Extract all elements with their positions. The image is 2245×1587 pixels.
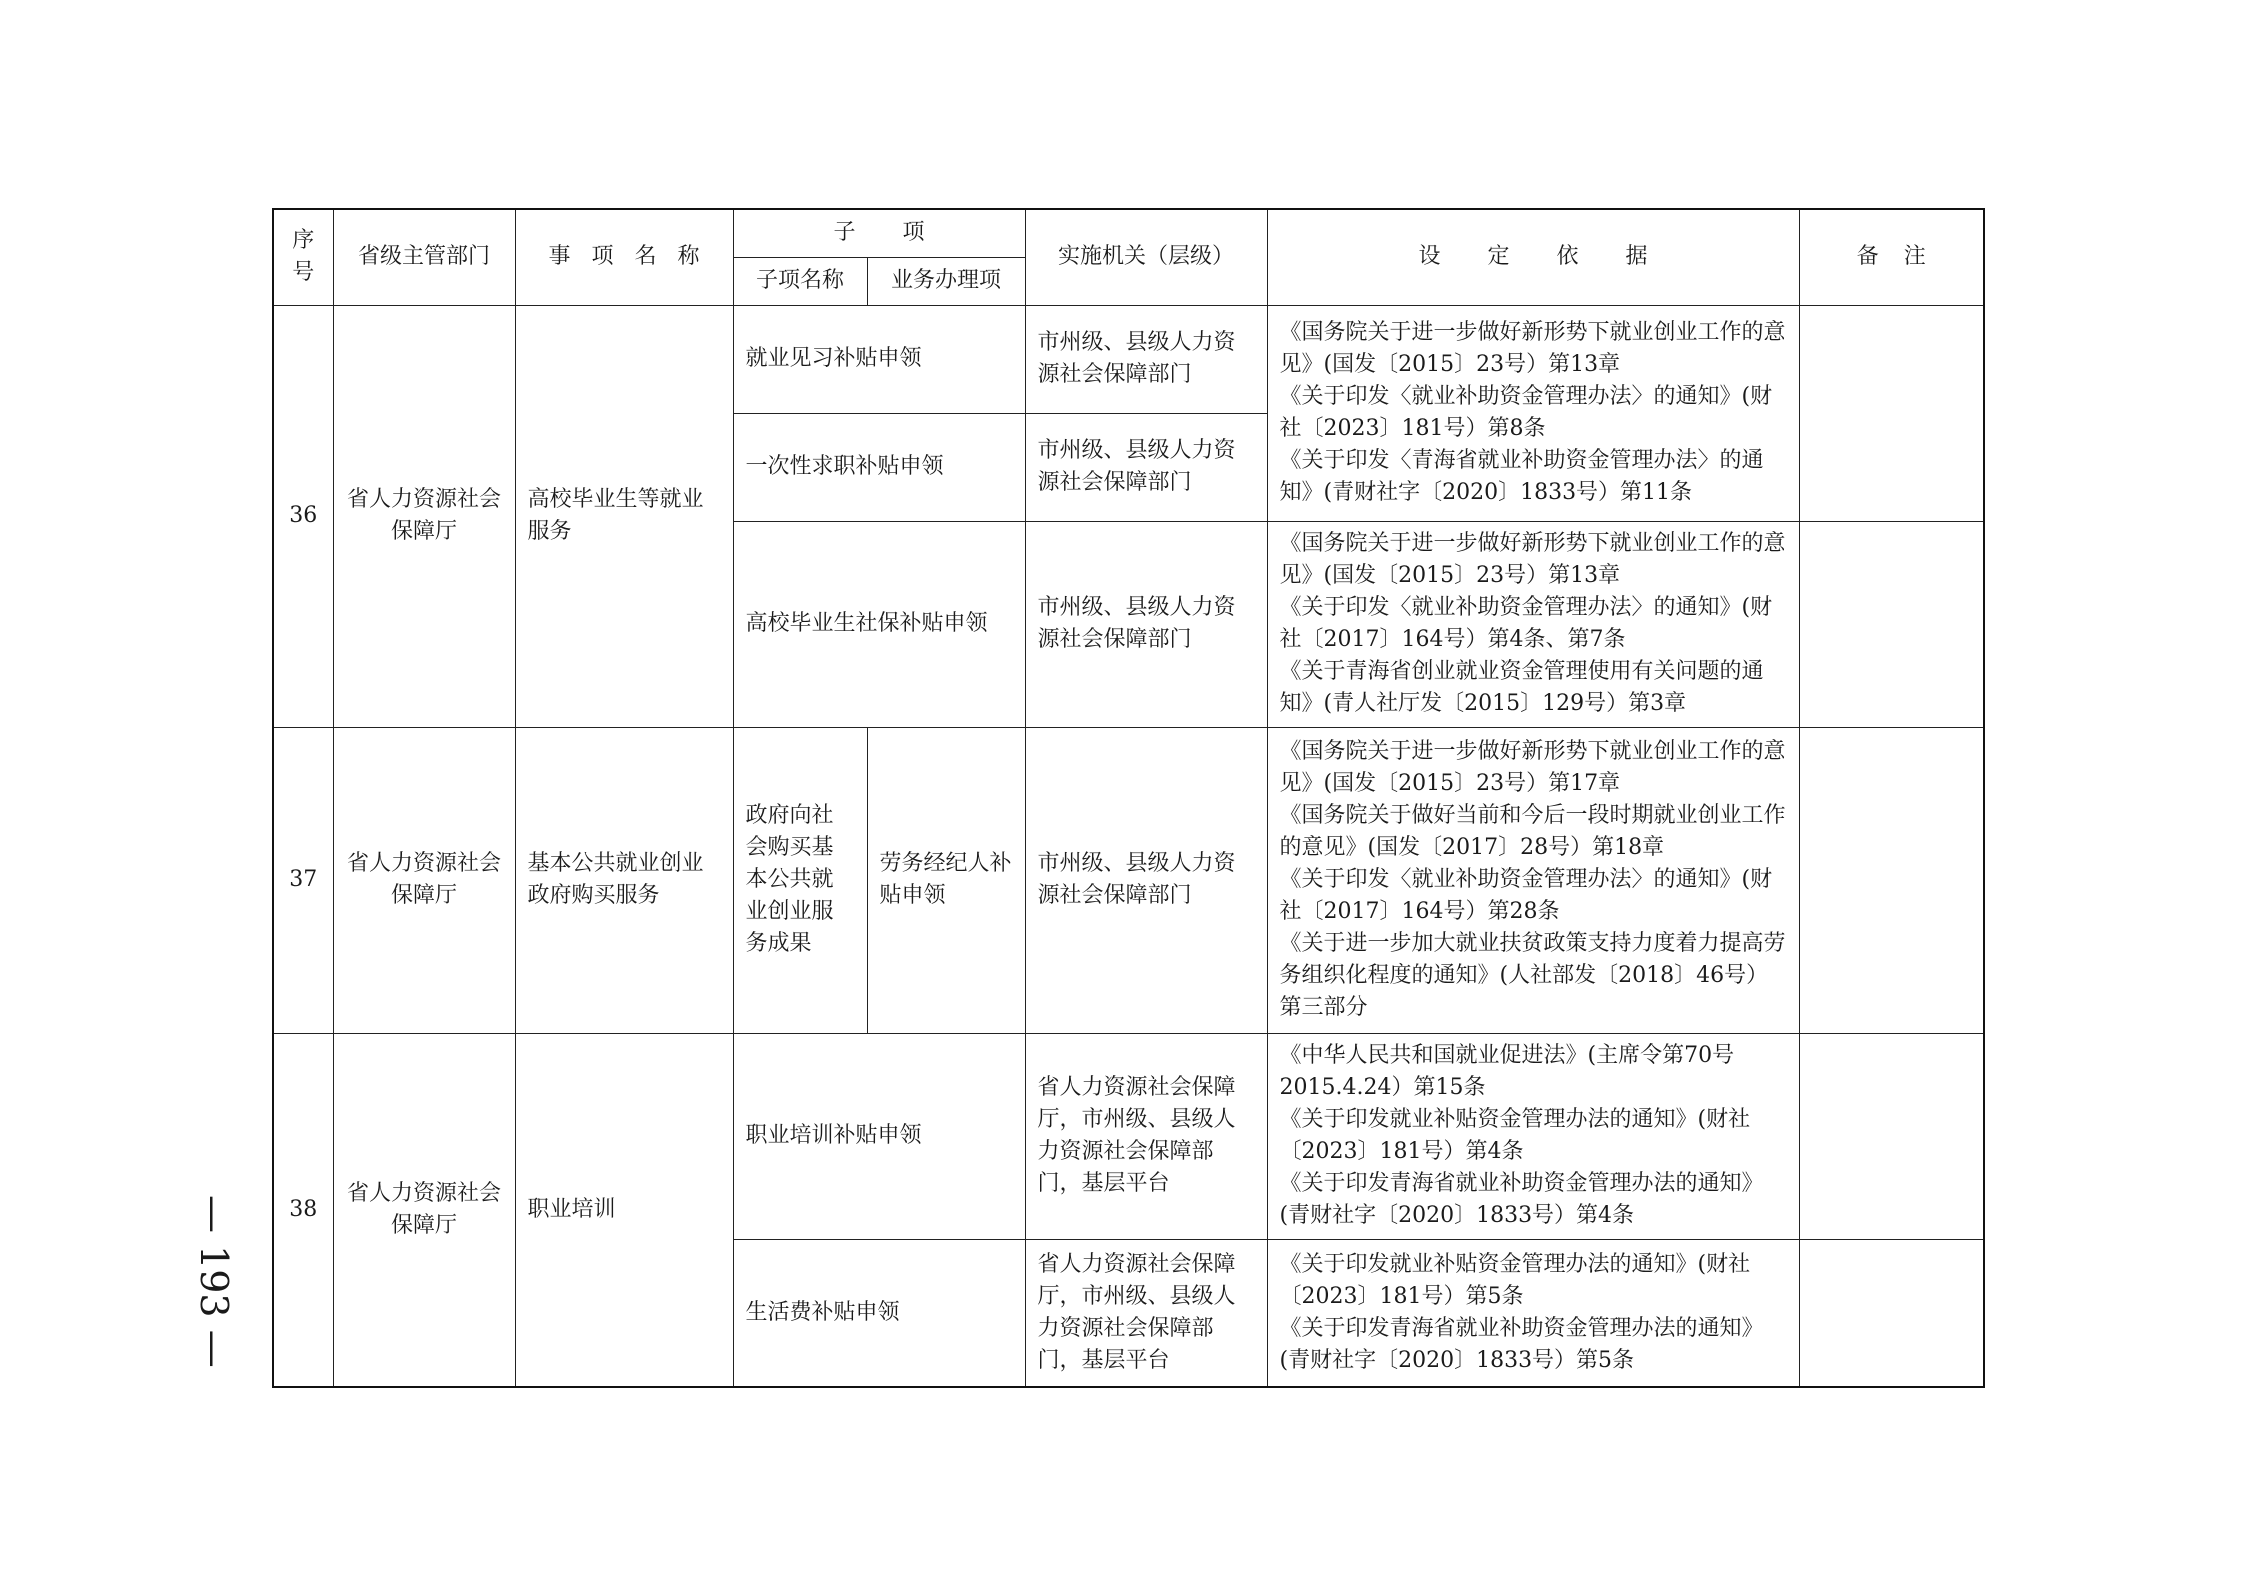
sub-name-cell: 生活费补贴申领	[733, 1239, 1025, 1387]
basis-line: 《关于印发〈青海省就业补助资金管理办法〉的通知》(青财社字〔2020〕1833号）第11条	[1279, 448, 1764, 505]
agency-cell: 省人力资源社会保障厅，市州级、县级人力资源社会保障部门，基层平台	[1025, 1033, 1267, 1239]
agency-cell: 市州级、县级人力资源社会保障部门	[1025, 521, 1267, 727]
table-row	[273, 1033, 1984, 1239]
basis-line: 《关于青海省创业就业资金管理使用有关问题的通知》(青人社厅发〔2015〕129号）第3章	[1279, 659, 1764, 716]
sub-name-cell: 高校毕业生社保补贴申领	[733, 521, 1025, 727]
note-cell	[1799, 1033, 1984, 1239]
basis-line: 《国务院关于进一步做好新形势下就业创业工作的意见》(国发〔2015〕23号）第13章	[1279, 531, 1786, 588]
basis-line: 《国务院关于进一步做好新形势下就业创业工作的意见》(国发〔2015〕23号）第13章	[1279, 320, 1786, 377]
service-items-table	[272, 208, 1985, 1388]
note-cell	[1799, 727, 1984, 1033]
header-item: 事 项 名 称	[515, 209, 733, 305]
page-number: — 193 —	[192, 1195, 236, 1368]
table-row	[273, 727, 1984, 1033]
agency-cell: 市州级、县级人力资源社会保障部门	[1025, 413, 1267, 521]
seq-cell: 38	[273, 1033, 333, 1387]
basis-line: 《关于印发青海省就业补助资金管理办法的通知》(青财社字〔2020〕1833号）第5条	[1279, 1315, 1764, 1373]
header-seq: 序号	[273, 209, 333, 305]
sub-name-cell: 职业培训补贴申领	[733, 1033, 1025, 1239]
basis-cell	[1267, 521, 1799, 727]
header-sub-name: 子项名称	[733, 257, 867, 305]
basis-line: 《国务院关于做好当前和今后一段时期就业创业工作的意见》(国发〔2017〕28号）第18章	[1279, 803, 1786, 860]
agency-cell: 省人力资源社会保障厅，市州级、县级人力资源社会保障部门，基层平台	[1025, 1239, 1267, 1387]
basis-cell	[1267, 727, 1799, 1033]
header-sub: 子 项	[733, 209, 1025, 257]
sub-name-cell: 一次性求职补贴申领	[733, 413, 1025, 521]
sub-name-cell: 政府向社会购买基本公共就业创业服务成果	[733, 727, 867, 1033]
basis-line: 《关于印发就业补贴资金管理办法的通知》(财社〔2023〕181号）第4条	[1279, 1107, 1751, 1164]
basis-cell	[1267, 1033, 1799, 1239]
seq-cell: 37	[273, 727, 333, 1033]
sub-name-cell: 就业见习补贴申领	[733, 305, 1025, 413]
dept-cell: 省人力资源社会保障厅	[333, 305, 515, 727]
header-note: 备 注	[1799, 209, 1984, 305]
basis-line: 《关于印发就业补贴资金管理办法的通知》(财社〔2023〕181号）第5条	[1279, 1251, 1751, 1309]
basis-line: 《关于印发〈就业补助资金管理办法〉的通知》(财社〔2017〕164号）第28条	[1279, 867, 1773, 924]
item-cell: 职业培训	[515, 1033, 733, 1387]
header-sub-task: 业务办理项	[867, 257, 1025, 305]
agency-cell: 市州级、县级人力资源社会保障部门	[1025, 305, 1267, 413]
dept-cell: 省人力资源社会保障厅	[333, 1033, 515, 1387]
table-row	[273, 305, 1984, 413]
header-basis: 设 定 依 据	[1267, 209, 1799, 305]
basis-line: 《中华人民共和国就业促进法》(主席令第70号 2015.4.24）第15条	[1279, 1043, 1735, 1100]
sub-task-cell: 劳务经纪人补贴申领	[867, 727, 1025, 1033]
dept-cell: 省人力资源社会保障厅	[333, 727, 515, 1033]
item-cell: 高校毕业生等就业服务	[515, 305, 733, 727]
basis-line: 《关于印发〈就业补助资金管理办法〉的通知》(财社〔2023〕181号）第8条	[1279, 384, 1773, 441]
note-cell	[1799, 305, 1984, 521]
basis-line: 《关于印发〈就业补助资金管理办法〉的通知》(财社〔2017〕164号）第4条、第7条	[1279, 595, 1773, 652]
seq-cell: 36	[273, 305, 333, 727]
agency-cell: 市州级、县级人力资源社会保障部门	[1025, 727, 1267, 1033]
basis-cell	[1267, 305, 1799, 521]
basis-cell	[1267, 1239, 1799, 1387]
header-dept: 省级主管部门	[333, 209, 515, 305]
note-cell	[1799, 521, 1984, 727]
note-cell	[1799, 1239, 1984, 1387]
header-row-1	[273, 209, 1984, 257]
header-agency: 实施机关（层级）	[1025, 209, 1267, 305]
item-cell: 基本公共就业创业政府购买服务	[515, 727, 733, 1033]
basis-line: 《关于印发青海省就业补助资金管理办法的通知》(青财社字〔2020〕1833号）第4条	[1279, 1171, 1764, 1228]
basis-line: 《国务院关于进一步做好新形势下就业创业工作的意见》(国发〔2015〕23号）第17章	[1279, 739, 1786, 796]
basis-line: 《关于进一步加大就业扶贫政策支持力度着力提高劳务组织化程度的通知》(人社部发〔2018〕46号）第三部分	[1279, 931, 1786, 1020]
